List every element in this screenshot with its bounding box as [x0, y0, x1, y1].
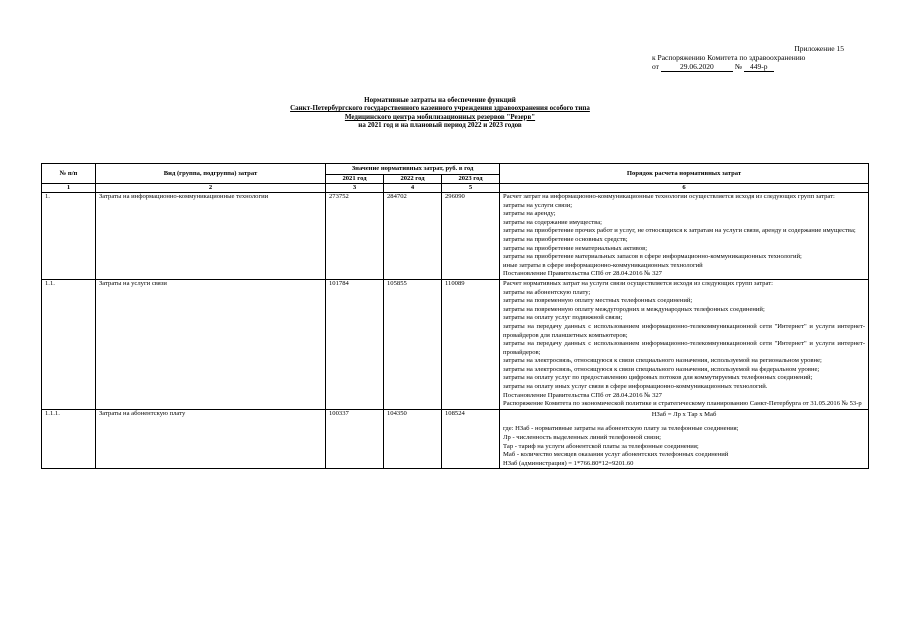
column-number: 2	[96, 184, 326, 193]
calc-line: затраты на услуги связи;	[503, 201, 573, 209]
calc-line: затраты на приобретение прочих работ и услуг, не относящихся к затратам на услуги связи, аренду и содержание имущества;	[503, 227, 856, 235]
heading-line-4: на 2021 год и на плановый период 2022 и 2023 годов	[358, 121, 522, 130]
column-number: 3	[326, 184, 384, 193]
header-num: № п/п	[42, 164, 96, 184]
heading-line-3: Медицинского центра мобилизационных резервов "Резерв"	[344, 112, 536, 121]
calc-line: затраты на передачу данных с использованием информационно-телекоммуникационной сети "Интернет" и услуги интернет-провайдеров для планшетных компьютеров;	[503, 322, 866, 339]
appendix-no-label: №	[734, 62, 742, 71]
row-calculation	[500, 409, 869, 469]
calc-line: Распоряжение Комитета по экономической политике и стратегическому планированию Санкт-Петербурга от 31.05.2016 № 53-р	[503, 400, 862, 408]
header-order: Порядок расчета нормативных затрат	[500, 164, 869, 184]
appendix-from-label: от	[652, 62, 659, 71]
calc-line: затраты на аренду;	[503, 210, 556, 218]
header-2021: 2021 год	[326, 175, 384, 184]
appendix-date: 29.06.2020	[661, 62, 733, 72]
calc-line: затраты на оплату услуг подвижной связи;	[503, 314, 623, 322]
header-value-group: Значение нормативных затрат, руб. в год	[326, 164, 500, 175]
calc-line: затраты на повременную оплату местных телефонных соединений;	[503, 297, 693, 305]
calc-line: Расчет нормативных затрат на услуги связи осуществляется исходя из следующих групп затрат:	[503, 279, 773, 287]
appendix-block	[652, 44, 852, 72]
appendix-order-line: к Распоряжению Комитета по здравоохранению	[652, 53, 806, 62]
calc-line: иные затраты в сфере информационно-коммуникационных технологий	[503, 261, 703, 269]
table-row	[42, 279, 869, 409]
header-2022: 2022 год	[384, 175, 442, 184]
calc-line: затраты на приобретение материальных запасов в сфере информационно-коммуникационных технологий;	[503, 253, 802, 261]
calc-formula: НЗаб = Лр x Тар x Маб	[651, 410, 717, 418]
appendix-date-line	[652, 62, 852, 72]
cost-table	[41, 163, 869, 469]
row-kind: Затраты на информационно-коммуникационные технологии	[96, 193, 326, 280]
row-value-2023: 110089	[442, 279, 500, 409]
table-row	[42, 193, 869, 280]
column-number: 5	[442, 184, 500, 193]
calc-line: затраты на повременную оплату междугородних и международных телефонных соединений;	[503, 305, 765, 313]
row-value-2021: 101784	[326, 279, 384, 409]
row-value-2022: 104350	[384, 409, 442, 469]
row-value-2023: 108524	[442, 409, 500, 469]
row-calculation	[500, 279, 869, 409]
calc-line: затраты на электросвязь, относящуюся к связи специального назначения, используемой на федеральном уровне;	[503, 365, 820, 373]
calc-line: затраты на приобретение нематериальных активов;	[503, 244, 648, 252]
column-number: 4	[384, 184, 442, 193]
calc-line: Маб - количество месяцев оказания услуг абонентских телефонных соединений	[503, 451, 729, 459]
row-kind: Затраты на абонентскую плату	[96, 409, 326, 469]
calc-line: затраты на содержание имущества;	[503, 218, 602, 226]
calc-line: затраты на оплату услуг по предоставлению цифровых потоков для коммутируемых телефонных соединений;	[503, 374, 813, 382]
heading-line-2: Санкт-Петербургского государственного казенного учреждения здравоохранения особого типа	[290, 104, 590, 113]
row-number: 1.1.1.	[42, 409, 96, 469]
calc-line: затраты на оплату иных услуг связи в сфере информационно-коммуникационных технологий.	[503, 383, 768, 391]
calc-line: Лр - численность выделенных линий телефонной связи;	[503, 434, 661, 442]
row-calculation	[500, 193, 869, 280]
heading-line-1: Нормативные затраты на обеспечение функций	[364, 96, 516, 104]
calc-line: затраты на приобретение основных средств;	[503, 235, 628, 243]
calc-line: НЗаб (администрация) = 1*766.80*12=9201.60	[503, 459, 634, 467]
header-kind: Вид (группа, подгруппа) затрат	[96, 164, 326, 184]
row-value-2022: 105855	[384, 279, 442, 409]
calc-line: Расчет затрат на информационно-коммуникационные технологии осуществляется исходя из следующих групп затрат:	[503, 193, 835, 200]
document-heading	[250, 96, 630, 130]
calc-line: затраты на передачу данных с использованием информационно-телекоммуникационной сети "Интернет" и услуги интернет-провайдеров;	[503, 340, 866, 356]
header-2023: 2023 год	[442, 175, 500, 184]
calc-line: где: НЗаб - нормативные затраты на абонентскую плату за телефонные соединения;	[503, 425, 739, 433]
column-number-row	[42, 184, 869, 193]
column-number: 1	[42, 184, 96, 193]
row-value-2023: 296090	[442, 193, 500, 280]
row-value-2022: 284702	[384, 193, 442, 280]
row-value-2021: 273752	[326, 193, 384, 280]
row-number: 1.1.	[42, 279, 96, 409]
calc-line: Постановление Правительства СПб от 28.04.2016 № 327	[503, 391, 662, 399]
row-value-2021: 100337	[326, 409, 384, 469]
column-number: 6	[500, 184, 869, 193]
table-row	[42, 409, 869, 469]
calc-line: затраты на абонентскую плату;	[503, 288, 591, 296]
appendix-number: 449-р	[744, 62, 774, 72]
calc-line: затраты на электросвязь, относящуюся к связи специального назначения, используемой на региональном уровне;	[503, 357, 822, 365]
calc-line: Тар - тариф на услуги абонентской платы за телефонные соединения;	[503, 442, 699, 450]
row-kind: Затраты на услуги связи	[96, 279, 326, 409]
calc-line: Постановление Правительства СПб от 28.04.2016 № 327	[503, 270, 662, 278]
appendix-title: Приложение 15	[794, 44, 844, 53]
row-number: 1.	[42, 193, 96, 280]
